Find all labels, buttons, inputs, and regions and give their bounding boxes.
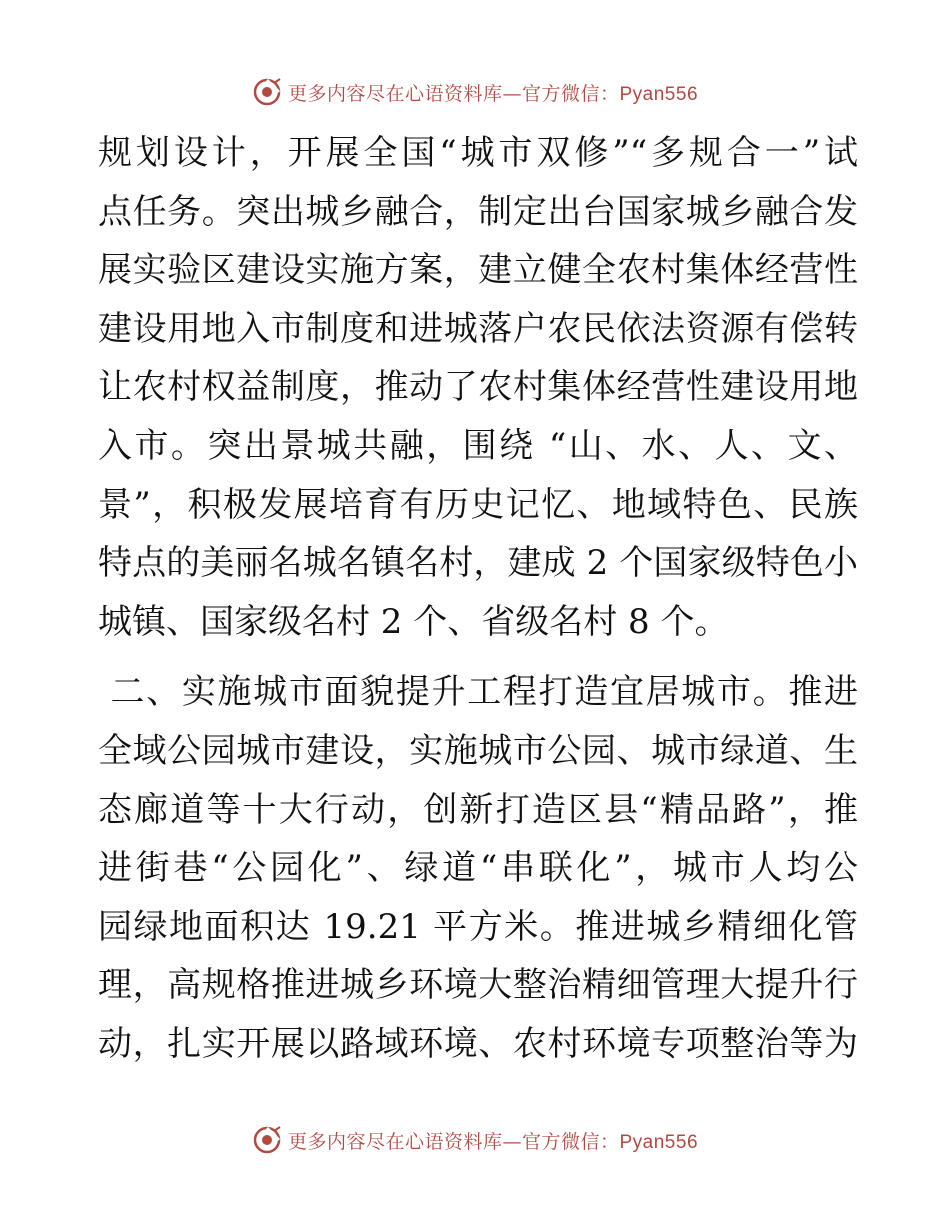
paragraph-2 [98,663,858,1073]
text-line: 理，高规格推进城乡环境大整治精细管理大提升行 [98,965,858,1006]
wechat-id: Pyan556 [619,1131,699,1153]
text-line: 景”，积极发展培育有历史记忆、地域特色、民族 [98,484,858,525]
text-line: 全域公园城市建设，实施城市公园、城市绿道、生 [98,730,858,771]
paragraph-1 [98,124,858,651]
text-line: 特点的美丽名城名镇名村，建成 2 个国家级特色小 [98,543,858,584]
text-line: 规划设计，开展全国“城市双修”“多规合一”试 [98,133,858,173]
text-line: 建设用地入市制度和进城落户农民依法资源有偿转 [98,308,858,349]
text-line: 动，扎实开展以路域环境、农村环境专项整治等为 [98,1023,858,1064]
paragraph-gap [98,651,858,663]
watermark-text: 更多内容尽在心语资料库—官方微信：Pyan556 [287,82,699,105]
text-line: 进街巷“公园化”、绿道“串联化”，城市人均公 [98,848,858,889]
text-line: 园绿地面积达 19.21 平方米。推进城乡精细化管 [98,906,858,947]
text-line: 城镇、国家级名村 2 个、省级名村 8 个。 [98,601,729,642]
text-line: 让农村权益制度，推动了农村集体经营性建设用地 [98,367,858,408]
text-line: 点任务。突出城乡融合，制定出台国家城乡融合发 [98,191,858,232]
text-line: 二、实施城市面貌提升工程打造宜居城市。推进 [98,672,858,713]
logo-icon [252,77,282,107]
watermark-text: 更多内容尽在心语资料库—官方微信：Pyan556 [287,1130,699,1153]
watermark-banner-top [0,74,950,110]
document-body [98,124,858,1074]
text-line: 展实验区建设实施方案，建立健全农村集体经营性 [98,250,858,291]
watermark-banner-bottom [0,1122,950,1158]
text-line: 态廊道等十大行动，创新打造区县“精品路”，推 [98,789,858,830]
logo-icon [252,1125,282,1155]
text-line: 入市。突出景城共融，围绕 “山、水、人、文、 [98,425,858,466]
wechat-id: Pyan556 [619,83,699,105]
